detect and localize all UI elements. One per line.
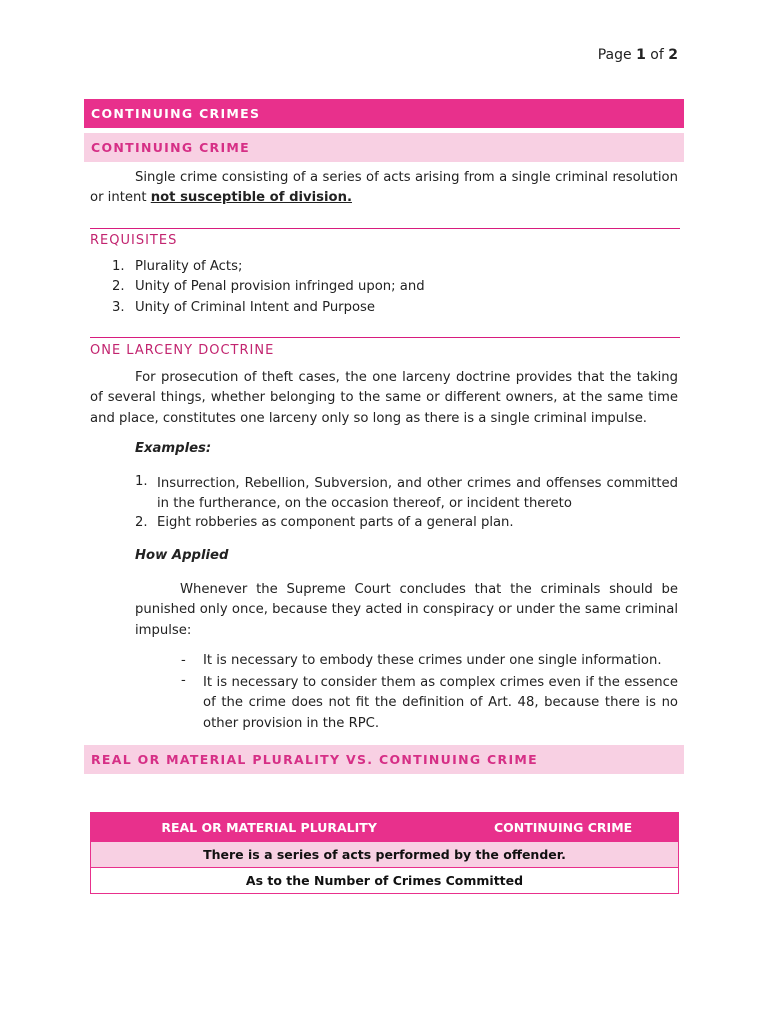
bullet-item: It is necessary to consider them as complex crimes even if the essence of the crime does not fit the definition of Art. 48, because there is no other provision in the RPC. xyxy=(203,675,678,731)
page-of: of xyxy=(650,47,664,63)
column-header: CONTINUING CRIME xyxy=(448,813,679,842)
section-title: CONTINUING CRIMES xyxy=(84,99,684,128)
definition-paragraph xyxy=(90,168,678,209)
page-prefix: Page xyxy=(597,47,632,63)
table-header-row xyxy=(91,813,679,842)
continuing-crime-heading: CONTINUING CRIME xyxy=(84,133,684,162)
page-total: 2 xyxy=(668,47,678,63)
one-larceny-paragraph: For prosecution of theft cases, the one larceny doctrine provides that the taking of several things, whether belonging to the same or different owners, at the same time and place, constitutes one larceny only so long as there is a single criminal impulse. xyxy=(90,370,678,426)
page-current: 1 xyxy=(636,47,646,63)
definition-text: Single crime consisting of a series of acts arising from a single criminal resolution or intent xyxy=(90,170,678,206)
divider-2 xyxy=(90,337,680,338)
table-row xyxy=(91,842,679,868)
definition-emphasis: not susceptible of division. xyxy=(150,190,352,206)
table-row xyxy=(91,868,679,894)
list-number: 2. xyxy=(135,515,148,530)
list-item: Eight robberies as component parts of a general plan. xyxy=(157,515,514,530)
divider-1 xyxy=(90,228,680,229)
table-cell: There is a series of acts performed by the offender. xyxy=(91,842,679,868)
bullet-dash: - xyxy=(181,673,186,688)
list-number: 3. xyxy=(112,300,125,315)
list-item: Insurrection, Rebellion, Subversion, and other crimes and offenses committed in the furtherance, on the occasion thereof, or incident thereto xyxy=(157,476,678,512)
how-applied-label: How Applied xyxy=(135,548,229,563)
table-cell: As to the Number of Crimes Committed xyxy=(91,868,679,894)
one-larceny-heading: ONE LARCENY DOCTRINE xyxy=(90,343,275,358)
bullet-item: It is necessary to embody these crimes under one single information. xyxy=(203,653,662,668)
comparison-heading: REAL OR MATERIAL PLURALITY VS. CONTINUING CRIME xyxy=(84,745,684,774)
list-number: 2. xyxy=(112,279,125,294)
list-item: Unity of Criminal Intent and Purpose xyxy=(135,300,376,315)
examples-label: Examples: xyxy=(135,441,212,456)
list-item: Plurality of Acts; xyxy=(135,259,243,274)
list-number: 1. xyxy=(112,259,125,274)
list-item: Unity of Penal provision infringed upon; and xyxy=(135,279,425,294)
requisites-heading: REQUISITES xyxy=(90,233,178,248)
bullet-dash: - xyxy=(181,653,186,668)
page-indicator xyxy=(598,47,678,63)
how-applied-paragraph: Whenever the Supreme Court concludes that the criminals should be punished only once, because they acted in conspiracy or under the same criminal impulse: xyxy=(135,582,678,638)
comparison-table xyxy=(90,812,679,894)
column-header: REAL OR MATERIAL PLURALITY xyxy=(91,813,448,842)
list-number: 1. xyxy=(135,474,148,489)
